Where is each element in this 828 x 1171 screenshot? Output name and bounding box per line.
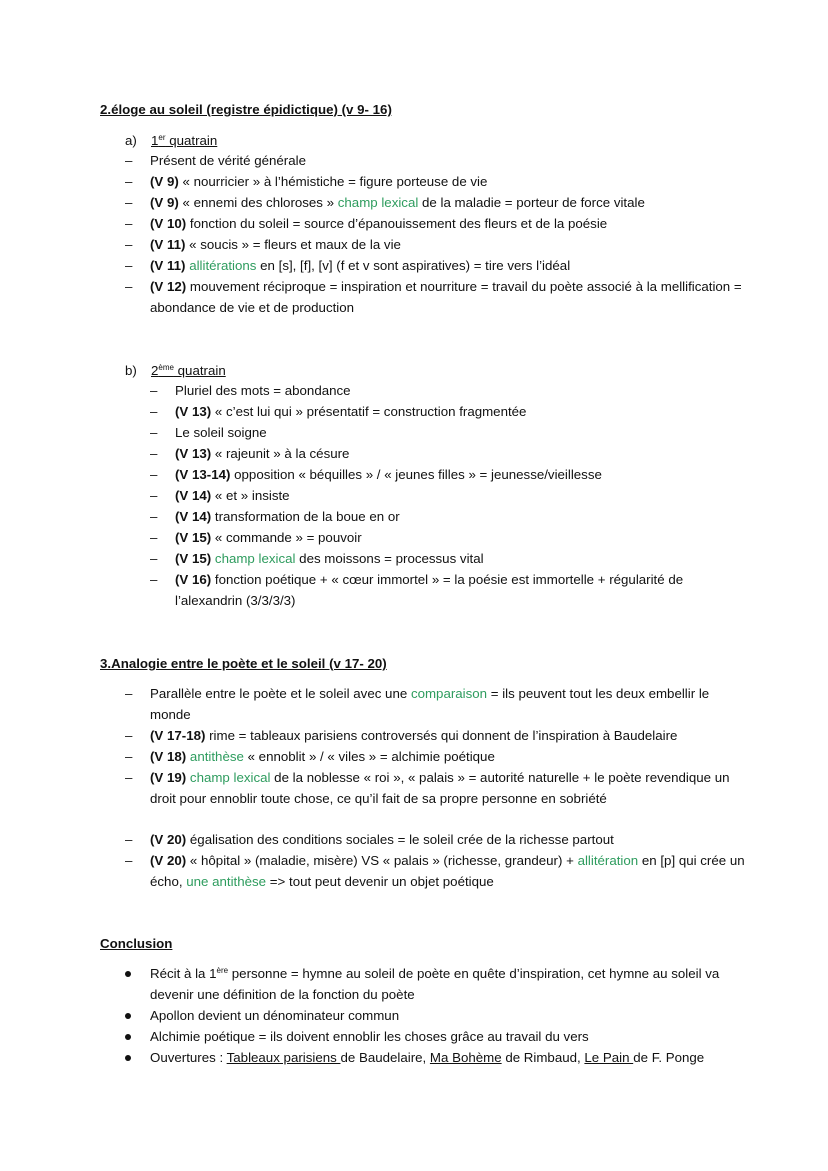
subsection-a-text: quatrain xyxy=(165,133,218,148)
text-run: « ennoblit » / « viles » = alchimie poétique xyxy=(243,749,495,764)
text-run: transformation de la boue en or xyxy=(211,509,400,524)
list-item-text xyxy=(150,768,750,810)
text-run: rime = tableaux parisiens controversés qui donnent de l’inspiration à Baudelaire xyxy=(205,728,678,743)
text-run: « soucis » = fleurs et maux de la vie xyxy=(185,237,401,252)
dash-marker: – xyxy=(125,216,133,231)
list-item-text xyxy=(150,830,750,851)
list-item xyxy=(125,214,750,235)
subsection-a-heading xyxy=(151,133,217,148)
text-run: Ouvertures : xyxy=(150,1050,227,1065)
bullet-icon xyxy=(125,1034,131,1040)
text-run: Apollon devient un dénominateur commun xyxy=(150,1008,400,1023)
list-item-text xyxy=(150,256,750,277)
text-run: (V 11) xyxy=(150,258,186,273)
text-run: mouvement réciproque = inspiration et nourriture = travail du poète associé à la mellification = abondance de vie et de production xyxy=(150,279,742,315)
list-item xyxy=(125,684,750,726)
list-item-text xyxy=(150,1048,750,1069)
text-run: « c’est lui qui » présentatif = construction fragmentée xyxy=(211,404,527,419)
dash-marker: – xyxy=(150,488,158,503)
dash-marker: – xyxy=(150,404,158,419)
text-run: une antithèse xyxy=(186,873,267,889)
text-run: de la maladie = porteur de force vitale xyxy=(418,195,645,210)
text-run: fonction poétique + « cœur immortel » = la poésie est immortelle + régularité de l’alexandrin (3/3/3/3) xyxy=(175,572,684,608)
text-run: champ lexical xyxy=(214,551,296,566)
text-run: personne = hymne au soleil de poète en quête d’inspiration, cet hymne au soleil va devenir une définition de la fonction du poète xyxy=(150,966,720,1002)
list-item-text xyxy=(175,507,750,528)
text-run: allitération xyxy=(577,853,639,868)
text-run: = ils peuvent tout les deux embellir le monde xyxy=(150,686,710,722)
dash-marker: – xyxy=(125,853,133,868)
dash-marker: – xyxy=(125,195,133,210)
conclusion-heading: Conclusion xyxy=(100,936,173,951)
text-run: allitérations xyxy=(189,258,257,273)
subsection-b-heading xyxy=(151,363,226,378)
list-item xyxy=(125,964,750,1006)
list-item xyxy=(125,235,750,256)
subsection-b-num: 2 xyxy=(151,363,159,378)
text-run: « rajeunit » à la césure xyxy=(211,446,350,461)
dash-marker: – xyxy=(125,770,133,785)
subsection-b-text: quatrain xyxy=(173,363,226,378)
text-run: (V 15) xyxy=(175,530,212,545)
list-item xyxy=(125,830,750,851)
text-run: champ lexical xyxy=(337,195,419,210)
text-run: « commande » = pouvoir xyxy=(211,530,362,545)
text-run: « et » insiste xyxy=(211,488,290,503)
text-run: (V 9) xyxy=(150,174,179,189)
list-item xyxy=(150,507,750,528)
dash-marker: – xyxy=(125,153,133,168)
list-item-text xyxy=(150,726,750,747)
text-run: Présent de vérité générale xyxy=(150,153,306,168)
dash-marker: – xyxy=(125,258,133,273)
bullet-icon xyxy=(125,1013,131,1019)
list-item xyxy=(150,444,750,465)
list-item xyxy=(150,486,750,507)
list-item xyxy=(125,851,750,893)
subsection-a-num: 1 xyxy=(151,133,159,148)
dash-marker: – xyxy=(150,383,158,398)
dash-marker: – xyxy=(125,728,133,743)
dash-marker: – xyxy=(150,509,158,524)
bullet-icon xyxy=(125,971,131,977)
section-3-heading: 3.Analogie entre le poète et le soleil (v 17- 20) xyxy=(100,656,387,671)
list-item-text xyxy=(175,423,750,444)
subsection-a-sup: er xyxy=(158,133,166,142)
list-item xyxy=(150,402,750,423)
text-run: « nourricier » à l’hémistiche = figure porteuse de vie xyxy=(178,174,488,189)
list-item-text xyxy=(150,1006,750,1027)
list-item xyxy=(125,256,750,277)
text-run: fonction du soleil = source d’épanouissement des fleurs et de la poésie xyxy=(186,216,608,231)
text-run: Alchimie poétique = ils doivent ennoblir les choses grâce au travail du vers xyxy=(150,1029,589,1044)
list-item-text xyxy=(175,570,750,612)
list-item xyxy=(150,528,750,549)
list-item xyxy=(125,277,750,319)
list-item xyxy=(125,1006,750,1027)
list-item-text xyxy=(175,444,750,465)
dash-marker: – xyxy=(125,686,133,701)
list-item xyxy=(150,381,750,402)
text-run: (V 13) xyxy=(175,446,212,461)
text-run: (V 19) xyxy=(150,770,187,785)
dash-marker: – xyxy=(150,551,158,566)
text-run: opposition « béquilles » / « jeunes filles » = jeunesse/vieillesse xyxy=(230,467,602,482)
text-run: (V 14) xyxy=(175,488,212,503)
subsection-b-label: b) xyxy=(125,363,137,378)
text-run: des moissons = processus vital xyxy=(295,551,484,566)
list-item-text xyxy=(175,549,750,570)
dash-marker: – xyxy=(125,279,133,294)
list-item-text xyxy=(150,193,750,214)
list-item-text xyxy=(150,214,750,235)
text-run: champ lexical xyxy=(189,770,271,785)
list-item-text xyxy=(175,402,750,423)
dash-marker: – xyxy=(125,237,133,252)
text-run: de la noblesse « roi », « palais » = autorité naturelle + le poète revendique un droit pour ennoblir toute chose, ce qu’il fait de sa propre personne en sobriété xyxy=(150,770,730,806)
text-run: (V 20) xyxy=(150,853,187,868)
dash-marker: – xyxy=(150,572,158,587)
list-item-text xyxy=(150,747,750,768)
list-item xyxy=(125,1027,750,1048)
subsection-b-title xyxy=(125,363,226,378)
text-run: (V 11) xyxy=(150,237,186,252)
list-item xyxy=(125,151,750,172)
list-item xyxy=(150,549,750,570)
list-item-text xyxy=(150,235,750,256)
list-item xyxy=(125,747,750,768)
list-item xyxy=(125,768,750,810)
text-run: de Baudelaire, xyxy=(340,1050,430,1065)
subsection-a-title xyxy=(125,133,217,148)
text-run: Parallèle entre le poète et le soleil avec une xyxy=(150,686,411,701)
list-item-text xyxy=(150,151,750,172)
text-run: Le soleil soigne xyxy=(175,425,267,440)
dash-marker: – xyxy=(150,467,158,482)
text-run: (V 17-18) xyxy=(150,728,206,743)
text-run: Tableaux parisiens xyxy=(226,1050,341,1065)
list-item-text xyxy=(150,277,750,319)
text-run: antithèse xyxy=(189,749,244,764)
dash-marker: – xyxy=(125,174,133,189)
text-run: (V 15) xyxy=(175,551,212,566)
text-run: (V 13-14) xyxy=(175,467,231,482)
list-item-text xyxy=(150,684,750,726)
text-run: de Rimbaud, xyxy=(501,1050,585,1065)
list-item xyxy=(150,570,750,612)
text-run: => tout peut devenir un objet poétique xyxy=(266,873,494,889)
list-item xyxy=(125,1048,750,1069)
list-item-text xyxy=(175,381,750,402)
dash-marker: – xyxy=(150,446,158,461)
text-run: (V 18) xyxy=(150,749,187,764)
text-run: « ennemi des chloroses » xyxy=(178,195,338,210)
text-run: Pluriel des mots = abondance xyxy=(175,383,351,398)
text-run: (V 14) xyxy=(175,509,212,524)
list-item-text xyxy=(175,486,750,507)
list-item-text xyxy=(150,851,750,893)
list-item xyxy=(150,423,750,444)
text-run: (V 13) xyxy=(175,404,212,419)
subsection-a-label: a) xyxy=(125,133,137,148)
list-item-text xyxy=(150,1027,750,1048)
text-run: (V 12) xyxy=(150,279,187,294)
text-run: Le Pain xyxy=(584,1050,634,1065)
list-item xyxy=(125,726,750,747)
text-run: Récit à la 1 xyxy=(150,966,217,981)
text-run: en [p] qui crée un écho, xyxy=(150,853,745,889)
dash-marker: – xyxy=(125,832,133,847)
list-item-text xyxy=(175,465,750,486)
list-item xyxy=(125,172,750,193)
list-item xyxy=(150,465,750,486)
text-run: ère xyxy=(216,966,229,975)
text-run: de F. Ponge xyxy=(633,1050,705,1065)
text-run: comparaison xyxy=(410,686,488,701)
text-run: (V 16) xyxy=(175,572,212,587)
text-run: (V 9) xyxy=(150,195,179,210)
text-run: (V 20) xyxy=(150,832,187,847)
text-run: en [s], [f], [v] (f et v sont aspiratives) = tire vers l’idéal xyxy=(256,258,571,273)
section-2-heading: 2.éloge au soleil (registre épidictique) (v 9- 16) xyxy=(100,102,392,117)
text-run: (V 10) xyxy=(150,216,187,231)
dash-marker: – xyxy=(125,749,133,764)
text-run: Ma Bohème xyxy=(429,1050,502,1065)
list-item-text xyxy=(175,528,750,549)
subsection-b-sup: ème xyxy=(158,363,174,372)
dash-marker: – xyxy=(150,530,158,545)
dash-marker: – xyxy=(150,425,158,440)
text-run: égalisation des conditions sociales = le soleil crée de la richesse partout xyxy=(186,832,614,847)
list-item-text xyxy=(150,172,750,193)
bullet-icon xyxy=(125,1055,131,1061)
list-item xyxy=(125,193,750,214)
text-run: « hôpital » (maladie, misère) VS « palais » (richesse, grandeur) + xyxy=(186,853,578,868)
list-item-text xyxy=(150,964,750,1006)
